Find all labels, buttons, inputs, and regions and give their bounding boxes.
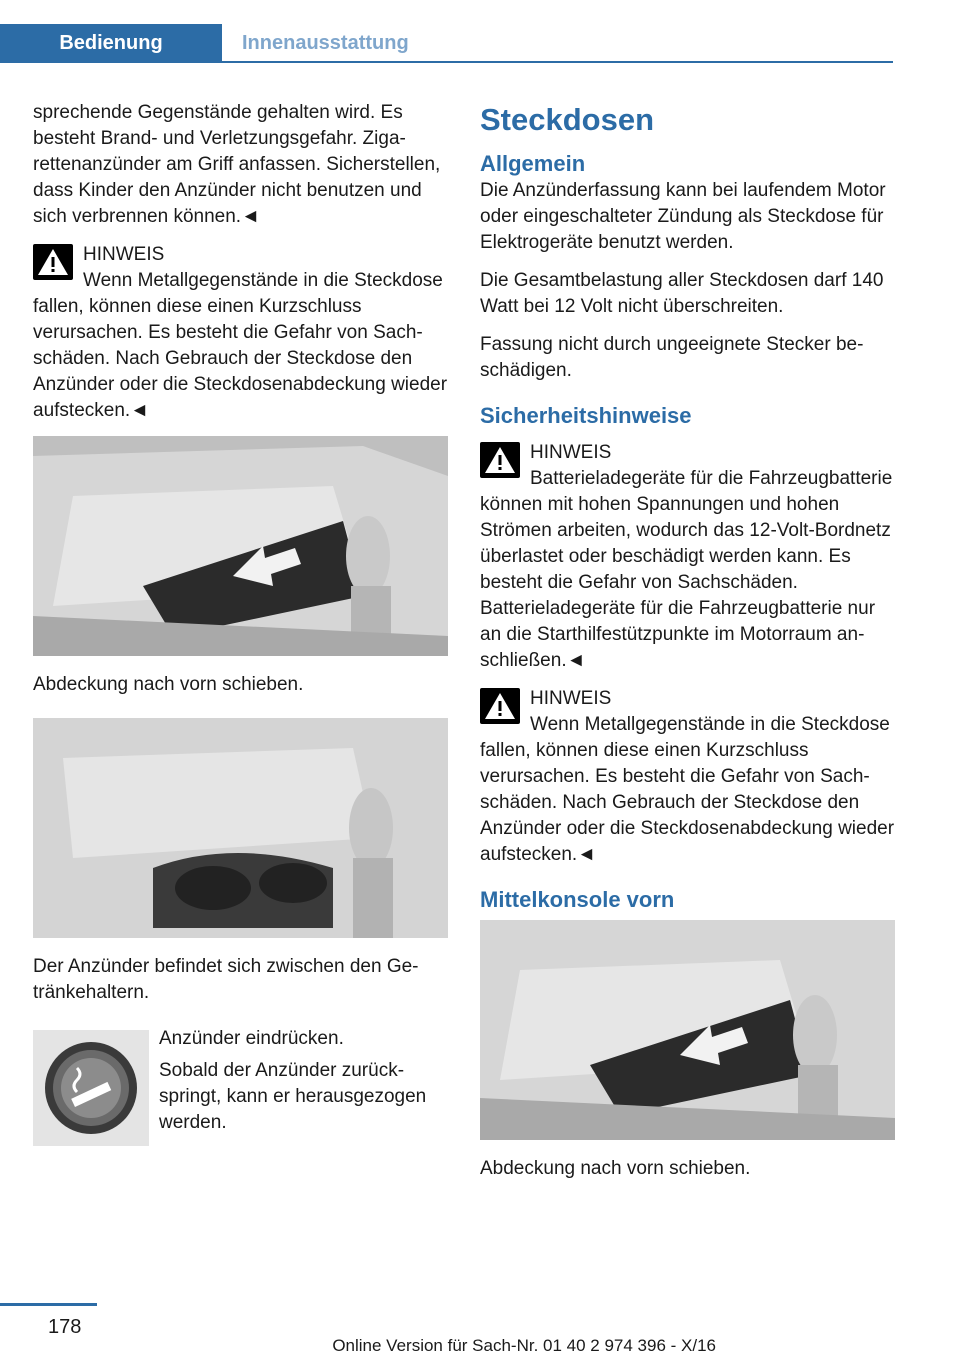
warning-block-1	[480, 440, 895, 674]
image-caption-2: Der Anzünder befindet sich zwischen den Getränkehaltern.	[33, 956, 419, 1003]
warning-block	[33, 242, 448, 424]
warning-text: Batterieladegeräte für die Fahrzeugbatterie können mit hohen Spannungen und hohen Strömen arbeiten, wodurch das 12-Volt-Bordnetz überlastet oder beschädigt werden kann. Es besteht die Gefahr von Sachschäden. Batterieladegeräte für die Fahrzeugbatterie nur an die Starthilfestützpunkte im Motorraum anschließen.◄	[480, 468, 893, 671]
intro-paragraph: sprechende Gegenstände gehalten wird. Es besteht Brand- und Verletzungsgefahr. Zigarettenanzünder am Griff anfassen. Sicherstellen, dass Kinder den Anzünder nicht benutzen und sich verbrennen können.◄	[33, 102, 441, 227]
paragraph-2: Die Gesamtbelastung aller Steckdosen darf 140 Watt bei 12 Volt nicht überschreiten.	[480, 270, 884, 317]
lighter-text	[159, 1026, 448, 1146]
warning-triangle-icon	[33, 244, 73, 280]
warning-title: HINWEIS	[530, 442, 612, 463]
page-number: 178	[48, 1316, 82, 1338]
tab-bedienung[interactable]: Bedienung	[0, 24, 222, 62]
warning-triangle-icon	[480, 688, 520, 724]
image-caption-1: Abdeckung nach vorn schieben.	[33, 674, 304, 695]
warning-title: HINWEIS	[83, 244, 165, 265]
cupholder-image	[33, 718, 448, 938]
warning-text: Wenn Metallgegenstände in die Steckdose fallen, können diese einen Kurzschluss verursachen. Es besteht die Gefahr von Sachschäden. Nach Gebrauch der Steckdose den Anzünder oder die Steckdosenabdeckung wieder aufstecken.◄	[480, 714, 895, 865]
lighter-instruction	[33, 1026, 448, 1146]
lighter-step-2: Sobald der Anzünder zurückspringt, kann er herausgezogen werden.	[159, 1060, 427, 1133]
section-title: Steckdosen	[480, 102, 655, 137]
subsection-mittelkonsole: Mittelkonsole vorn	[480, 887, 675, 912]
left-column	[33, 100, 448, 1146]
cigarette-lighter-icon	[33, 1030, 149, 1146]
lighter-step-1: Anzünder eindrücken.	[159, 1028, 344, 1049]
paragraph-3: Fassung nicht durch ungeeignete Stecker beschädigen.	[480, 334, 864, 381]
page-header	[0, 0, 960, 64]
footer-divider	[0, 1303, 97, 1306]
tab-innenausstattung[interactable]: Innenausstattung	[242, 31, 409, 54]
subsection-allgemein: Allgemein	[480, 151, 586, 176]
online-version-note: Online Version für Sach-Nr. 01 40 2 974 396 - X/16	[332, 1336, 716, 1355]
warning-title: HINWEIS	[530, 688, 612, 709]
front-console-image	[480, 920, 895, 1140]
console-cover-image	[33, 436, 448, 656]
paragraph-1: Die Anzünderfassung kann bei laufendem Motor oder eingeschalteter Zündung als Steckdose für Elektrogeräte benutzt werden.	[480, 180, 886, 253]
warning-triangle-icon	[480, 442, 520, 478]
image-caption-3: Abdeckung nach vorn schieben.	[480, 1158, 751, 1179]
warning-block-2	[480, 686, 895, 868]
header-divider	[0, 61, 893, 63]
warning-text: Wenn Metallgegenstände in die Steckdose fallen, können diese einen Kurzschluss verursachen. Es besteht die Gefahr von Sachschäden. Nach Gebrauch der Steckdose den Anzünder oder die Steckdosenabdeckung wieder aufstecken.◄	[33, 270, 448, 421]
right-column	[480, 100, 895, 1202]
subsection-sicherheitshinweise: Sicherheitshinweise	[480, 403, 692, 428]
